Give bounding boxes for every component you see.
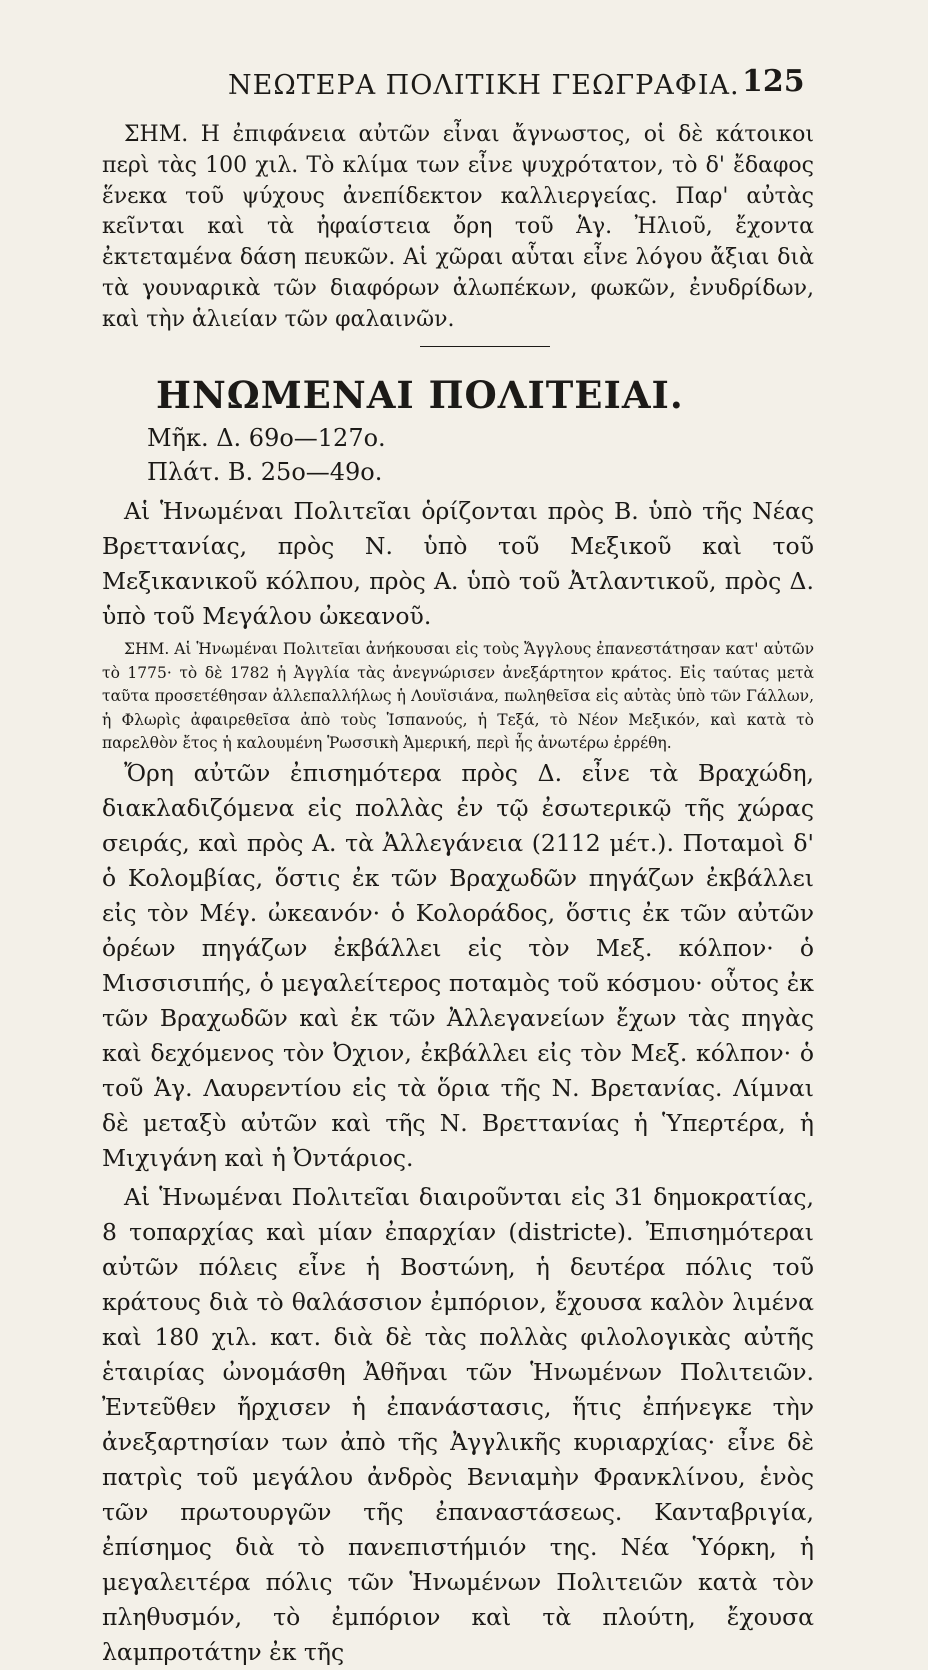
borders-paragraph: Αἱ Ἡνωμέναι Πολιτεῖαι ὁρίζονται πρὸς Β. ὑπὸ τῆς Νέας Βρεττανίας, πρὸς Ν. ὑπὸ τοῦ Μεξικοῦ καὶ τοῦ Μεξικανικοῦ κόλπου, πρὸς Α. ὑπὸ τοῦ Ἀτλαντικοῦ, πρὸς Δ. ὑπὸ τοῦ Μεγάλου ὠκεανοῦ. (102, 497, 814, 631)
history-note: ΣΗΜ. Αἱ Ἡνωμέναι Πολιτεῖαι ἀνήκουσαι εἰς τοὺς Ἄγγλους ἐπανεστάτησαν κατ' αὐτῶν τὸ 1775· τὸ δὲ 1782 ἡ Ἀγγλία τὰς ἀνεγνώρισεν ἀνεξάρτητον κράτος. Εἰς ταύτας μετὰ ταῦτα προσετέθησαν ἀλλεπαλλήλως ἡ Λουϊσιάνα, πωληθεῖσα εἰς αὐτὰς ὑπὸ τῶν Γάλλων, ἡ Φλωρὶς ἀφαιρεθεῖσα ἀπὸ τοὺς Ἱσπανούς, ἡ Τεξά, τὸ Νέον Μεξικόν, καὶ κατὰ τὸ παρελθὸν ἔτος ἡ καλουμένη Ῥωσσικὴ Ἀμερική, περὶ ἧς ἀνωτέρω ἐρρέθη. (102, 640, 814, 753)
latitude-line: Πλάτ. Β. 25ο—49ο. (147, 458, 383, 487)
section-heading: ΗΝΩΜΕΝΑΙ ΠΟΛΙΤΕΙΑΙ. (156, 372, 684, 417)
running-title: ΝΕΩΤΕΡΑ ΠΟΛΙΤΙΚΗ ΓΕΩΓΡΑΦΙΑ. (228, 70, 740, 101)
page-number: 125 (742, 64, 805, 99)
top-note: ΣΗΜ. Η ἐπιφάνεια αὐτῶν εἶναι ἄγνωστος, οἱ δὲ κάτοικοι περὶ τὰς 100 χιλ. Τὸ κλίμα των εἶνε ψυχρότατον, τὸ δ' ἔδαφος ἕνεκα τοῦ ψύχους ἀνεπίδεκτον καλλιεργείας. Παρ' αὐτὰς κεῖνται καὶ τὰ ἠφαίστεια ὄρη τοῦ Ἁγ. Ἠλιοῦ, ἔχοντα ἐκτεταμένα δάση πευκῶν. Αἱ χῶραι αὗται εἶνε λόγου ἄξιαι διὰ τὰ γουναρικὰ τῶν διαφόρων ἀλωπέκων, φωκῶν, ἐνυδρίδων, καὶ τὴν ἁλιείαν τῶν φαλαινῶν. (102, 122, 814, 332)
longitude-line: Μῆκ. Δ. 69ο—127ο. (147, 423, 386, 452)
states-cities-paragraph: Αἱ Ἡνωμέναι Πολιτεῖαι διαιροῦνται εἰς 31 δημοκρατίας, 8 τοπαρχίας καὶ μίαν ἐπαρχίαν (districte). Ἐπισημότεραι αὐτῶν πόλεις εἶνε ἡ Βοστώνη, ἡ δευτέρα πόλις τοῦ κράτους διὰ τὸ θαλάσσιον ἐμπόριον, ἔχουσα καλὸν λιμένα καὶ 180 χιλ. κατ. διὰ δὲ τὰς πολλὰς φιλολογικὰς αὐτῆς ἑταιρίας ὠνομάσθη Ἀθῆναι τῶν Ἡνωμένων Πολιτειῶν. Ἐντεῦθεν ἤρχισεν ἡ ἐπανάστασις, ἥτις ἐπήνεγκε τὴν ἀνεξαρτησίαν των ἀπὸ τῆς Ἀγγλικῆς κυριαρχίας· εἶνε δὲ πατρὶς τοῦ μεγάλου ἀνδρὸς Βενιαμὴν Φρανκλίνου, ἑνὸς τῶν πρωτουργῶν τῆς ἐπαναστάσεως. Κανταβριγία, ἐπίσημος διὰ τὸ πανεπιστήμιόν της. Νέα Ὑόρκη, ἡ μεγαλειτέρα πόλις τῶν Ἡνωμένων Πολιτειῶν κατὰ τὸν πληθυσμόν, τὸ ἐμπόριον καὶ τὰ πλούτη, ἔχουσα λαμπροτάτην ἐκ τῆς (102, 1182, 814, 1666)
mountains-rivers-paragraph: Ὄρη αὐτῶν ἐπισημότερα πρὸς Δ. εἶνε τὰ Βραχώδη, διακλαδιζόμενα εἰς πολλὰς ἐν τῷ ἐσωτερικῷ τῆς χώρας σειράς, καὶ πρὸς Α. τὰ Ἀλλεγάνεια (2112 μέτ.). Ποταμοὶ δ' ὁ Κολομβίας, ὅστις ἐκ τῶν Βραχωδῶν πηγάζων ἐκβάλλει εἰς τὸν Μέγ. ὠκεανόν· ὁ Κολοράδος, ὅστις ἐκ τῶν αὐτῶν ὀρέων πηγάζων ἐκβάλλει εἰς τὸν Μεξ. κόλπον· ὁ Μισσισιπής, ὁ μεγαλείτερος ποταμὸς τοῦ κόσμου· οὗτος ἐκ τῶν Βραχωδῶν καὶ ἐκ τῶν Ἀλλεγανείων ἔχων τὰς πηγὰς καὶ δεχόμενος τὸν Ὀχιον, ἐκβάλλει εἰς τὸν Μεξ. κόλπον· ὁ τοῦ Ἁγ. Λαυρεντίου εἰς τὰ ὅρια τῆς Ν. Βρετανίας. Λίμναι δὲ μεταξὺ αὐτῶν καὶ τῆς Ν. Βρεττανίας ἡ Ὑπερτέρα, ἡ Μιχιγάνη καὶ ἡ Ὀντάριος. (102, 758, 814, 1172)
running-head (0, 62, 928, 102)
page-body (102, 120, 814, 1670)
section-divider (420, 346, 550, 347)
